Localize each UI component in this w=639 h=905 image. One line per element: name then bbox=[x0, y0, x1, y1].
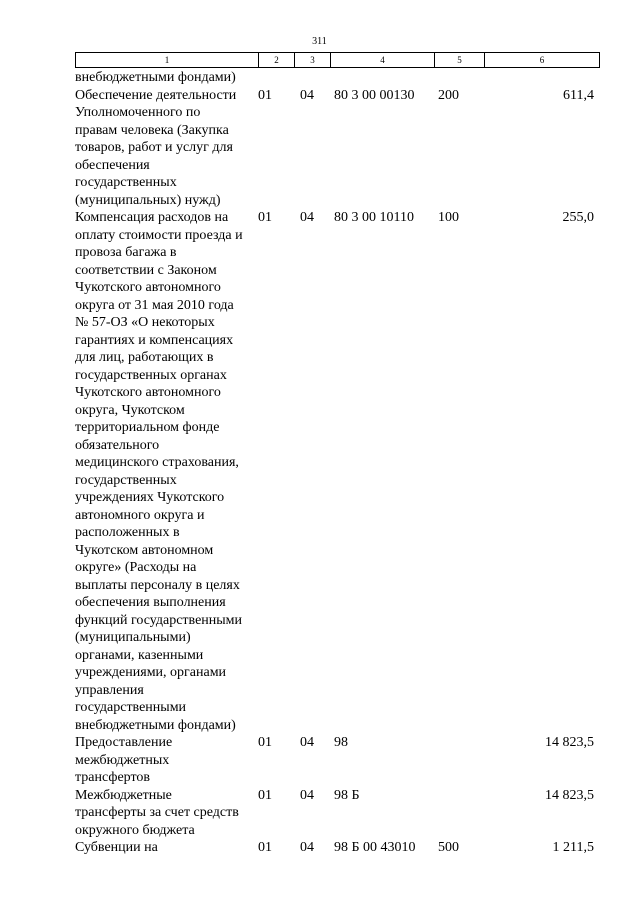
row-description: Межбюджетные трансферты за счет средств окружного бюджета bbox=[75, 787, 239, 838]
row-amount: 14 823,5 bbox=[545, 787, 594, 803]
header-col-6: 6 bbox=[484, 53, 600, 67]
row-section: 01 bbox=[258, 735, 272, 750]
row-description: Обеспечение деятельности Уполномоченного по правам человека (Закупка товаров, работ и услуг для обеспечения государственных (муниципальных) нужд) bbox=[75, 87, 237, 208]
row-target-code: 98 Б bbox=[334, 787, 360, 803]
table-body bbox=[75, 69, 600, 857]
row-target-code: 98 Б 00 43010 bbox=[334, 840, 416, 855]
row-section: 01 bbox=[258, 87, 272, 103]
table-row bbox=[75, 69, 600, 87]
table-row bbox=[75, 87, 600, 210]
header-col-4: 4 bbox=[330, 53, 434, 67]
row-section: 01 bbox=[258, 787, 272, 803]
row-section: 01 bbox=[258, 210, 272, 225]
header-col-3: 3 bbox=[294, 53, 330, 67]
row-description: Субвенции на bbox=[75, 840, 158, 855]
page-number: 311 bbox=[312, 36, 327, 47]
row-subsection: 04 bbox=[300, 87, 314, 103]
table-row bbox=[75, 787, 600, 840]
row-expense-type: 100 bbox=[438, 210, 459, 225]
header-col-5: 5 bbox=[434, 53, 484, 67]
row-description: внебюджетными фондами) bbox=[75, 70, 236, 85]
row-target-code: 80 3 00 10110 bbox=[334, 210, 414, 225]
row-description: Предоставление межбюджетных трансфертов bbox=[75, 735, 173, 785]
row-subsection: 04 bbox=[300, 840, 314, 855]
table-header bbox=[75, 52, 600, 68]
row-expense-type: 200 bbox=[438, 87, 459, 103]
row-amount: 255,0 bbox=[562, 210, 594, 225]
row-target-code: 98 bbox=[334, 735, 348, 750]
row-subsection: 04 bbox=[300, 735, 314, 750]
row-target-code: 80 3 00 00130 bbox=[334, 87, 415, 103]
row-subsection: 04 bbox=[300, 210, 314, 225]
table-row bbox=[75, 734, 600, 787]
row-amount: 1 211,5 bbox=[552, 840, 594, 855]
row-subsection: 04 bbox=[300, 787, 314, 803]
table-row bbox=[75, 839, 600, 857]
row-amount: 14 823,5 bbox=[545, 735, 594, 750]
table-row bbox=[75, 209, 600, 734]
row-section: 01 bbox=[258, 840, 272, 855]
header-col-2: 2 bbox=[258, 53, 294, 67]
row-description: Компенсация расходов на оплату стоимости проезда и провоза багажа в соответствии с Законом Чукотского автономного округа от 31 мая 2010 года № 57-ОЗ «О некоторых гарантиях и компенсациях для лиц, работающих в государственных органах Чукотского автономного округа, Чукотском территориальном фонде обязательного медицинского страхования, государственных учреждениях Чукотского автономного округа и расположенных в Чукотском автономном округе» (Расходы на выплаты персоналу в целях обеспечения выполнения функций государственными (муниципальными) органами, казенными учреждениями, органами управления государственными внебюджетными фондами) bbox=[75, 210, 243, 733]
row-amount: 611,4 bbox=[563, 87, 594, 103]
header-col-1: 1 bbox=[75, 53, 258, 67]
row-expense-type: 500 bbox=[438, 840, 459, 855]
